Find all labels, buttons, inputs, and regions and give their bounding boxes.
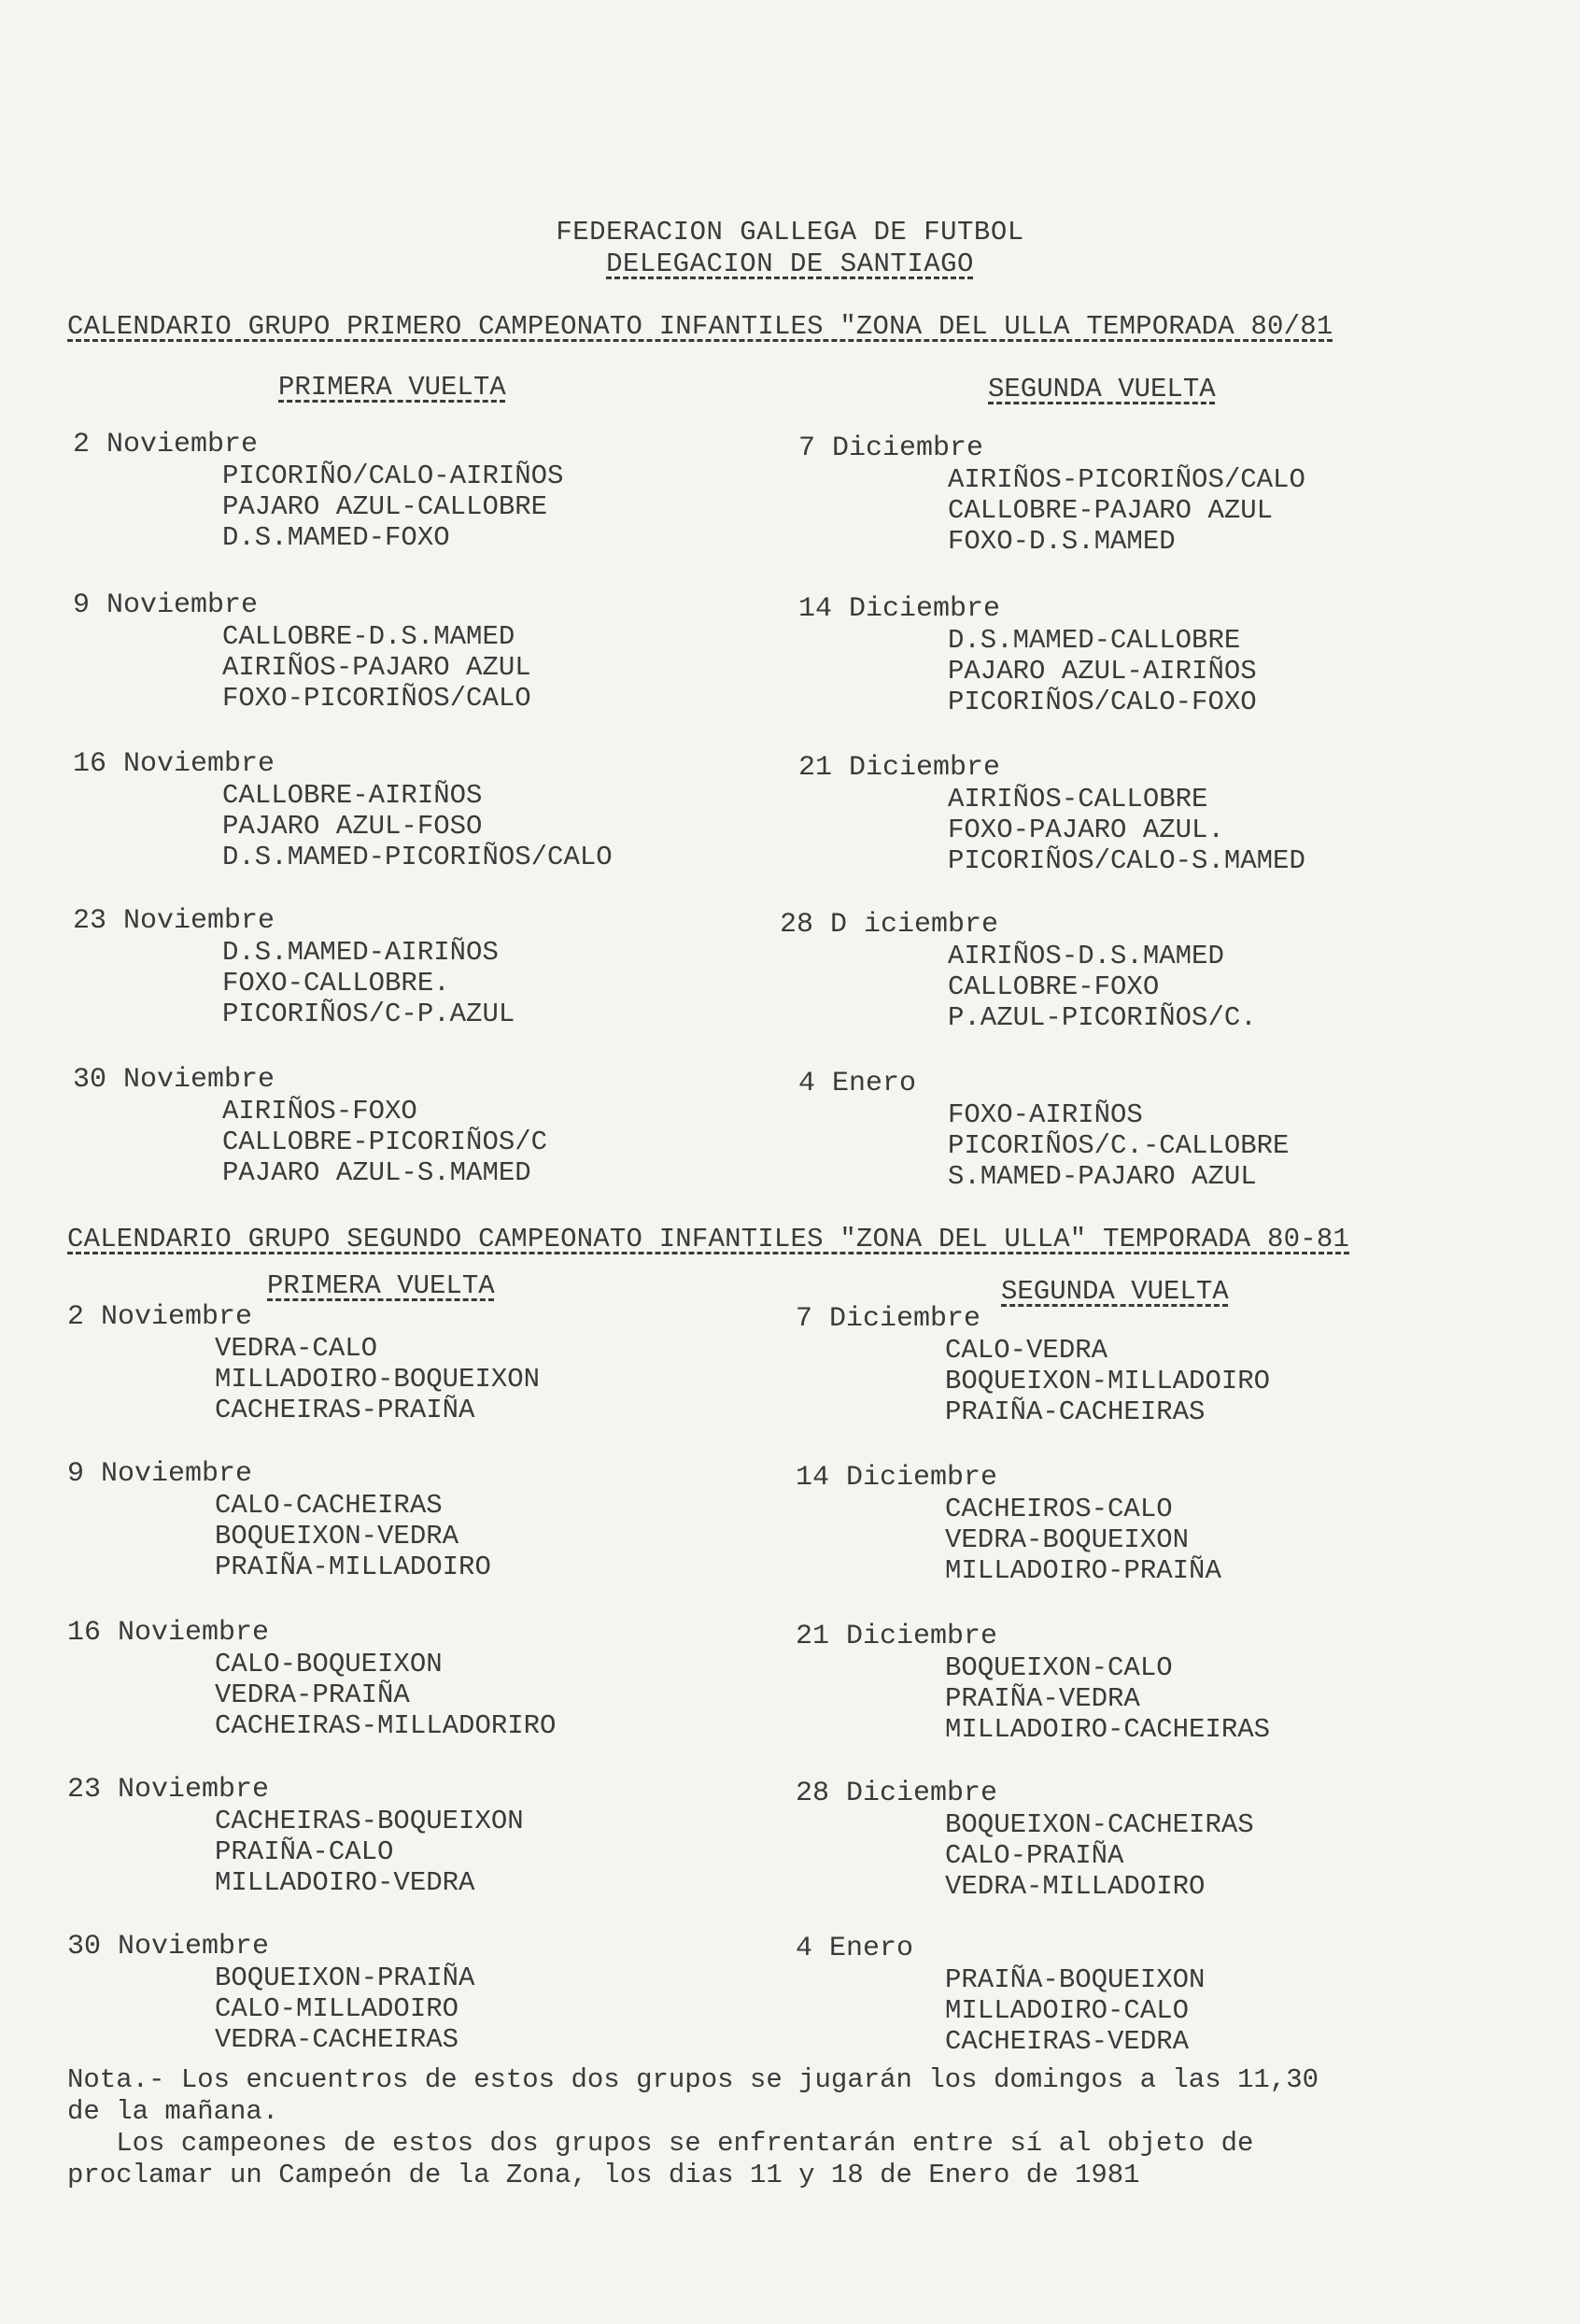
match: CACHEIRAS-VEDRA (945, 2026, 1190, 2057)
round-date: 4 Enero (796, 1933, 914, 1964)
match: PRAIÑA-BOQUEIXON (945, 1964, 1206, 1995)
group1-round-9 (780, 910, 1257, 1033)
match: PICORIÑO/CALO-AIRIÑOS (222, 461, 564, 491)
match: BOQUEIXON-VEDRA (215, 1521, 459, 1552)
match: PAJARO AZUL-S.MAMED (222, 1157, 531, 1188)
match: FOXO-PICORIÑOS/CALO (222, 683, 531, 714)
round-date: 2 Noviembre (67, 1301, 253, 1333)
round-date: 21 Diciembre (796, 1621, 998, 1652)
group2-round-2 (67, 1459, 491, 1582)
match: P.AZUL-PICORIÑOS/C. (948, 1002, 1257, 1033)
group1-round-6 (798, 433, 1305, 557)
group2-round-6 (796, 1304, 1270, 1427)
group2-round-3 (67, 1618, 556, 1741)
match-list (73, 780, 613, 872)
match: PRAIÑA-CACHEIRAS (945, 1396, 1206, 1427)
round-date: 30 Noviembre (73, 1064, 275, 1096)
match: CALLOBRE-AIRIÑOS (222, 780, 483, 811)
note-line: proclamar un Campeón de la Zona, los dias 11 y 18 de Enero de 1981 (67, 2160, 1140, 2190)
round-date: 16 Noviembre (73, 748, 275, 780)
match: CALO-MILLADOIRO (215, 1993, 459, 2024)
note-line: de la mañana. (67, 2096, 279, 2127)
round-date: 14 Diciembre (798, 593, 1001, 625)
match: PAJARO AZUL-CALLOBRE (222, 491, 548, 522)
group2-round-5 (67, 1932, 474, 2055)
match: FOXO-CALLOBRE. (222, 968, 450, 999)
round-date: 16 Noviembre (67, 1617, 270, 1649)
federation-title: FEDERACION GALLEGA DE FUTBOL (556, 217, 1024, 248)
group2-round-9 (796, 1778, 1254, 1902)
match: BOQUEIXON-PRAIÑA (215, 1963, 475, 1993)
group1-round-2 (73, 590, 531, 714)
group1-round-5 (73, 1065, 547, 1188)
match: MILLADOIRO-CACHEIRAS (945, 1714, 1271, 1745)
match: PRAIÑA-MILLADOIRO (215, 1552, 491, 1582)
match: MILLADOIRO-PRAIÑA (945, 1555, 1221, 1586)
note-line: Los campeones de estos dos grupos se enfrentarán entre sí al objeto de (67, 2128, 1254, 2159)
match-list (798, 625, 1257, 717)
group1-round-8 (798, 753, 1305, 876)
delegation-subtitle-text: DELEGACION DE SANTIAGO (606, 248, 974, 279)
match: CALO-BOQUEIXON (215, 1649, 443, 1679)
match: PAJARO AZUL-FOSO (222, 811, 483, 842)
round-date: 21 Diciembre (798, 752, 1001, 784)
match-list (67, 1333, 540, 1425)
match: CACHEIROS-CALO (945, 1494, 1173, 1524)
match: AIRIÑOS-D.S.MAMED (948, 941, 1224, 971)
match: PICORIÑOS/CALO-S.MAMED (948, 845, 1305, 876)
match-list (73, 1096, 547, 1188)
match: CALLOBRE-FOXO (948, 971, 1160, 1002)
match: BOQUEIXON-CALO (945, 1652, 1173, 1683)
match-list (67, 1963, 474, 2055)
round-date: 23 Noviembre (73, 905, 275, 937)
match: VEDRA-CACHEIRAS (215, 2024, 459, 2055)
round-date: 28 Diciembre (796, 1778, 998, 1809)
match: AIRIÑOS-CALLOBRE (948, 784, 1208, 815)
match: BOQUEIXON-CACHEIRAS (945, 1809, 1254, 1840)
round-date: 9 Noviembre (73, 589, 259, 621)
group2-round-1 (67, 1302, 540, 1425)
round-date: 2 Noviembre (73, 429, 259, 461)
match-list (798, 464, 1305, 557)
match: FOXO-D.S.MAMED (948, 526, 1176, 557)
note-line: Nota.- Los encuentros de estos dos grupos se jugarán los domingos a las 11,30 (67, 2064, 1319, 2095)
match-list (73, 621, 531, 714)
group1-primera-vuelta: PRIMERA VUELTA (278, 372, 506, 403)
match-list (67, 1649, 556, 1741)
match-list (73, 461, 563, 553)
match: D.S.MAMED-CALLOBRE (948, 625, 1241, 656)
match: AIRIÑOS-PICORIÑOS/CALO (948, 464, 1305, 495)
match: CALLOBRE-D.S.MAMED (222, 621, 515, 652)
group2-primera-vuelta: PRIMERA VUELTA (267, 1270, 495, 1301)
delegation-subtitle (0, 248, 1580, 279)
group1-round-10 (798, 1069, 1289, 1192)
match: FOXO-AIRIÑOS (948, 1099, 1143, 1130)
match: PICORIÑOS/CALO-FOXO (948, 687, 1257, 717)
match: MILLADOIRO-CALO (945, 1995, 1190, 2026)
group1-title: CALENDARIO GRUPO PRIMERO CAMPEONATO INFANTILES "ZONA DEL ULLA TEMPORADA 80/81 (67, 311, 1333, 342)
group2-segunda-vuelta: SEGUNDA VUELTA (1001, 1276, 1229, 1307)
group1-round-4 (73, 906, 515, 1029)
round-date: 9 Noviembre (67, 1458, 253, 1490)
match: CALO-VEDRA (945, 1335, 1108, 1366)
match: CACHEIRAS-BOQUEIXON (215, 1806, 524, 1836)
group1-round-7 (798, 594, 1257, 717)
match: BOQUEIXON-MILLADOIRO (945, 1366, 1271, 1396)
match: CALLOBRE-PAJARO AZUL (948, 495, 1274, 526)
match: VEDRA-BOQUEIXON (945, 1524, 1190, 1555)
group2-round-4 (67, 1775, 524, 1898)
group2-round-10 (796, 1934, 1205, 2057)
match-list (796, 1964, 1205, 2057)
group1-segunda-vuelta: SEGUNDA VUELTA (988, 374, 1216, 404)
group2-round-7 (796, 1463, 1221, 1586)
match-list (796, 1652, 1270, 1745)
match-list (796, 1335, 1270, 1427)
match-list (798, 784, 1305, 876)
match: PAJARO AZUL-AIRIÑOS (948, 656, 1257, 687)
match: CALO-CACHEIRAS (215, 1490, 443, 1521)
round-date: 23 Noviembre (67, 1774, 270, 1806)
match-list (798, 1099, 1289, 1192)
round-date: 7 Diciembre (796, 1303, 981, 1335)
round-date: 30 Noviembre (67, 1931, 270, 1963)
match-list (67, 1806, 524, 1898)
match: VEDRA-CALO (215, 1333, 378, 1364)
match-list (73, 937, 515, 1029)
match-list (67, 1490, 491, 1582)
match: D.S.MAMED-AIRIÑOS (222, 937, 499, 968)
match: D.S.MAMED-PICORIÑOS/CALO (222, 842, 613, 872)
match: MILLADOIRO-BOQUEIXON (215, 1364, 541, 1395)
match: CACHEIRAS-PRAIÑA (215, 1395, 475, 1425)
match: CACHEIRAS-MILLADORIRO (215, 1710, 557, 1741)
match: PICORIÑOS/C.-CALLOBRE (948, 1130, 1290, 1161)
match-list (796, 1494, 1221, 1586)
match: CALO-PRAIÑA (945, 1840, 1124, 1871)
match: VEDRA-MILLADOIRO (945, 1871, 1206, 1902)
match: AIRIÑOS-PAJARO AZUL (222, 652, 531, 683)
match: D.S.MAMED-FOXO (222, 522, 450, 553)
match: PICORIÑOS/C-P.AZUL (222, 999, 515, 1029)
round-date: 28 D iciembre (780, 909, 999, 941)
group1-round-3 (73, 749, 613, 872)
group1-round-1 (73, 430, 563, 553)
match: S.MAMED-PAJARO AZUL (948, 1161, 1257, 1192)
round-date: 7 Diciembre (798, 432, 984, 464)
match: PRAIÑA-VEDRA (945, 1683, 1140, 1714)
round-date: 4 Enero (798, 1068, 917, 1099)
match: CALLOBRE-PICORIÑOS/C (222, 1127, 548, 1157)
group2-title: CALENDARIO GRUPO SEGUNDO CAMPEONATO INFANTILES "ZONA DEL ULLA" TEMPORADA 80-81 (67, 1224, 1350, 1254)
match: VEDRA-PRAIÑA (215, 1679, 410, 1710)
match: MILLADOIRO-VEDRA (215, 1867, 475, 1898)
match: PRAIÑA-CALO (215, 1836, 394, 1867)
round-date: 14 Diciembre (796, 1462, 998, 1494)
match: FOXO-PAJARO AZUL. (948, 815, 1224, 845)
group2-round-8 (796, 1622, 1270, 1745)
note-block (67, 2064, 1524, 2191)
match-list (796, 1809, 1254, 1902)
match: AIRIÑOS-FOXO (222, 1096, 417, 1127)
match-list (780, 941, 1257, 1033)
